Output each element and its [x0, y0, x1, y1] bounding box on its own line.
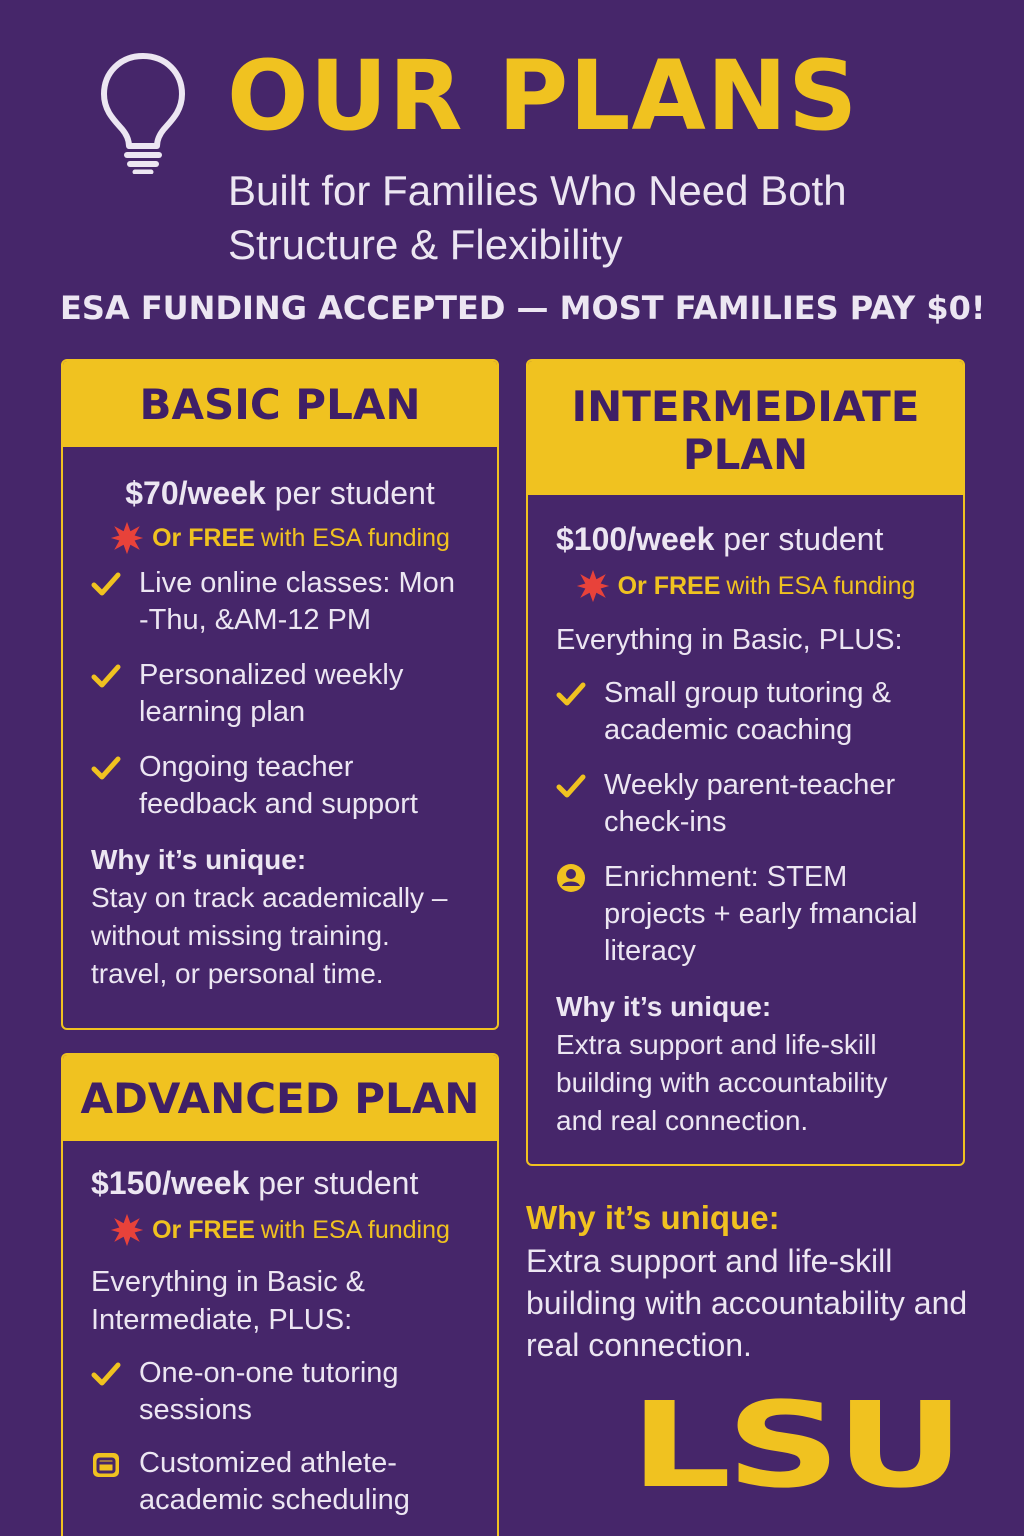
- plan-price: [91, 473, 469, 513]
- why-unique-label: Why it’s unique:: [526, 1199, 780, 1236]
- check-icon: [91, 569, 121, 599]
- free-strong: Or FREE: [152, 1216, 255, 1244]
- calendar-icon: [91, 1449, 121, 1479]
- feature-text: Live online classes: Mon -Thu, &AM-12 PM: [139, 567, 455, 636]
- feature-text: One-on-one tutoring sessions: [139, 1357, 399, 1426]
- starburst-icon: [576, 569, 610, 603]
- feature-text: Customized athlete-academic scheduling: [139, 1447, 410, 1516]
- why-unique-label: Why it’s unique:: [91, 844, 307, 875]
- lsu-logo: LSU: [630, 1376, 960, 1514]
- check-icon: [91, 753, 121, 783]
- intermediate-plan-card: [526, 359, 965, 1166]
- list-item: [556, 859, 935, 970]
- plan-name: INTERMEDIATE PLAN: [528, 361, 963, 495]
- list-item: [91, 1355, 469, 1429]
- feature-list: [91, 1355, 469, 1519]
- check-icon: [91, 1359, 121, 1389]
- plan-plus-text: Everything in Basic & Intermediate, PLUS:: [91, 1266, 366, 1336]
- lightbulb-icon: [100, 52, 186, 174]
- why-unique-label: Why it’s unique:: [556, 991, 772, 1022]
- feature-list: [91, 565, 469, 823]
- list-item: [91, 565, 469, 639]
- list-item: [91, 657, 469, 731]
- price-unit: per student: [274, 475, 435, 511]
- advanced-plan-card: [61, 1053, 499, 1536]
- price-amount: $150/week: [91, 1165, 250, 1201]
- person-circle-icon: [556, 863, 586, 893]
- starburst-icon: [110, 1213, 144, 1247]
- starburst-icon: [110, 521, 144, 555]
- free-rest: with ESA funding: [726, 572, 916, 600]
- free-strong: Or FREE: [152, 524, 255, 552]
- feature-text: Ongoing teacher feedback and support: [139, 751, 418, 820]
- free-rest: with ESA funding: [260, 524, 450, 552]
- page-subtitle: Built for Families Who Need Both Structure & Flexibility: [228, 167, 847, 268]
- feature-text: Personalized weekly learning plan: [139, 659, 404, 728]
- plan-name: BASIC PLAN: [63, 361, 497, 447]
- feature-text: Weekly parent-teacher check-ins: [604, 769, 896, 838]
- check-icon: [556, 771, 586, 801]
- check-icon: [556, 679, 586, 709]
- free-with-esa: [556, 569, 935, 603]
- list-item: [91, 1445, 469, 1519]
- plan-plus-text: Everything in Basic, PLUS:: [556, 624, 903, 656]
- page-title: OUR PLANS: [227, 40, 859, 152]
- free-rest: with ESA funding: [260, 1216, 450, 1244]
- standalone-why-unique: [526, 1196, 996, 1366]
- check-icon: [91, 661, 121, 691]
- price-amount: $70/week: [125, 475, 266, 511]
- free-with-esa: [91, 1213, 469, 1247]
- feature-text: Small group tutoring & academic coaching: [604, 677, 891, 746]
- free-with-esa: [91, 521, 469, 555]
- why-unique-text: Extra support and life-skill building with accountability and real connection.: [556, 1029, 888, 1136]
- feature-list: [556, 675, 935, 970]
- list-item: [556, 767, 935, 841]
- feature-text: Enrichment: STEM projects + early fmancial literacy: [604, 861, 918, 967]
- why-unique-text: Stay on track academically – without missing training. travel, or personal time.: [91, 882, 448, 989]
- list-item: [91, 749, 469, 823]
- why-unique-text: Extra support and life-skill building with accountability and real connection.: [526, 1243, 968, 1363]
- free-strong: Or FREE: [617, 572, 721, 600]
- plan-price: [91, 1163, 469, 1203]
- price-amount: $100/week: [556, 521, 715, 557]
- list-item: [556, 675, 935, 749]
- price-unit: per student: [258, 1165, 419, 1201]
- esa-banner: ESA FUNDING ACCEPTED — MOST FAMILIES PAY $0!: [60, 289, 986, 327]
- price-unit: per student: [723, 521, 884, 557]
- basic-plan-card: [61, 359, 499, 1030]
- plan-price: [556, 519, 935, 559]
- plan-name: ADVANCED PLAN: [63, 1055, 497, 1141]
